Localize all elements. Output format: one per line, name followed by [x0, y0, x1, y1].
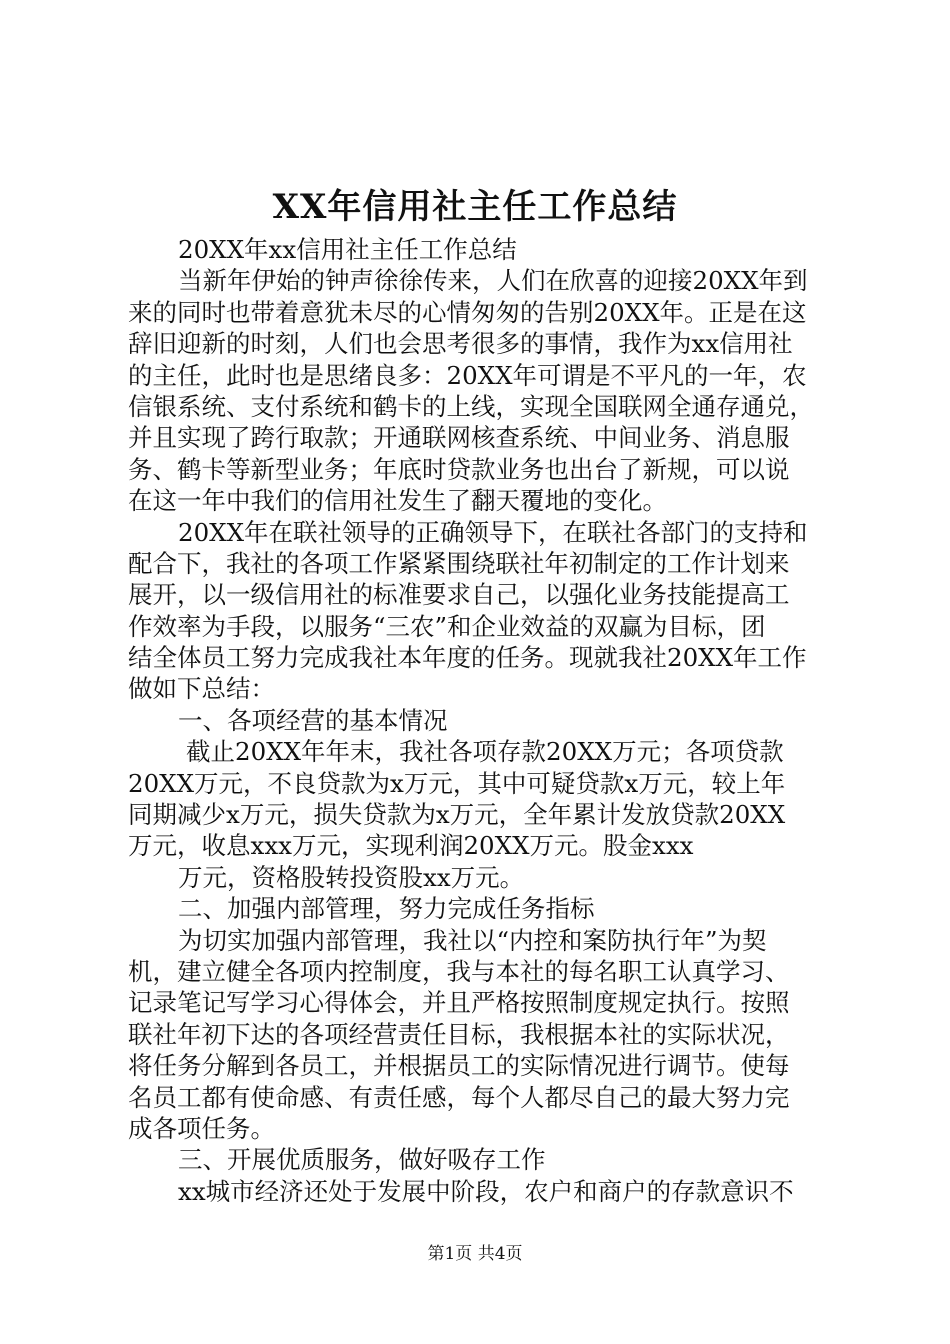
- paragraph-line: 的主任，此时也是思绪良多：20XX年可谓是不平凡的一年，农: [128, 360, 807, 390]
- paragraph-line: 20XX万元，不良贷款为x万元，其中可疑贷款x万元，较上年: [128, 768, 786, 798]
- subtitle-line: 20XX年xx信用社主任工作总结: [178, 235, 517, 264]
- paragraph-line: 记录笔记写学习心得体会，并且严格按照制度规定执行。按照: [128, 988, 790, 1018]
- section-heading: 二、加强内部管理，努力完成任务指标: [178, 894, 595, 924]
- document-title: XX年信用社主任工作总结: [272, 187, 678, 227]
- paragraph-line: 名员工都有使命感、有责任感，每个人都尽自己的最大努力完: [128, 1082, 790, 1112]
- paragraph-line: 将任务分解到各员工，并根据员工的实际情况进行调节。使每: [128, 1051, 790, 1081]
- paragraph-line: 万元，资格股转投资股xx万元。: [178, 862, 525, 892]
- paragraph-line: 20XX年在联社领导的正确领导下，在联社各部门的支持和: [178, 517, 808, 547]
- section-heading: 一、各项经营的基本情况: [178, 705, 448, 735]
- document-body: [128, 234, 828, 1207]
- paragraph-line: 截止20XX年年末，我社各项存款20XX万元；各项贷款: [186, 737, 784, 767]
- paragraph-line: 在这一年中我们的信用社发生了翻天覆地的变化。: [128, 486, 667, 516]
- page-number-footer: 第1页 共4页: [427, 1244, 523, 1264]
- paragraph-line: 联社年初下达的各项经营责任目标，我根据本社的实际状况，: [128, 1019, 790, 1049]
- paragraph-line: 做如下总结：: [128, 674, 275, 704]
- section-heading: 三、开展优质服务，做好吸存工作: [178, 1145, 546, 1175]
- paragraph-line: 同期减少x万元，损失贷款为x万元，全年累计发放贷款20XX: [128, 800, 786, 830]
- paragraph-line: 为切实加强内部管理，我社以“内控和案防执行年”为契: [178, 925, 767, 955]
- paragraph-line: 成各项任务。: [128, 1113, 275, 1143]
- paragraph-line: 当新年伊始的钟声徐徐传来，人们在欣喜的迎接20XX年到: [178, 266, 808, 296]
- paragraph-line: 务、鹤卡等新型业务；年底时贷款业务也出台了新规，可以说: [128, 454, 790, 484]
- paragraph-line: 来的同时也带着意犹未尽的心情匆匆的告别20XX年。正是在这: [128, 297, 807, 327]
- paragraph-line: 并且实现了跨行取款；开通联网核查系统、中间业务、消息服: [128, 423, 790, 453]
- paragraph-line: 展开，以一级信用社的标准要求自己，以强化业务技能提高工: [128, 580, 790, 610]
- paragraph-line: xx城市经济还处于发展中阶段，农户和商户的存款意识不: [178, 1176, 794, 1206]
- paragraph-line: 辞旧迎新的时刻，人们也会思考很多的事情，我作为xx信用社: [128, 329, 793, 359]
- paragraph-line: 结全体员工努力完成我社本年度的任务。现就我社20XX年工作: [128, 643, 807, 673]
- paragraph-line: 作效率为手段，以服务“三农”和企业效益的双赢为目标，团: [128, 611, 766, 641]
- paragraph-line: 万元，收息xxx万元，实现利润20XX万元。股金xxx: [128, 831, 694, 861]
- paragraph-line: 机，建立健全各项内控制度，我与本社的每名职工认真学习、: [128, 956, 790, 986]
- paragraph-line: 信银系统、支付系统和鹤卡的上线，实现全国联网全通存通兑，: [128, 391, 814, 421]
- paragraph-line: 配合下，我社的各项工作紧紧围绕联社年初制定的工作计划来: [128, 548, 790, 578]
